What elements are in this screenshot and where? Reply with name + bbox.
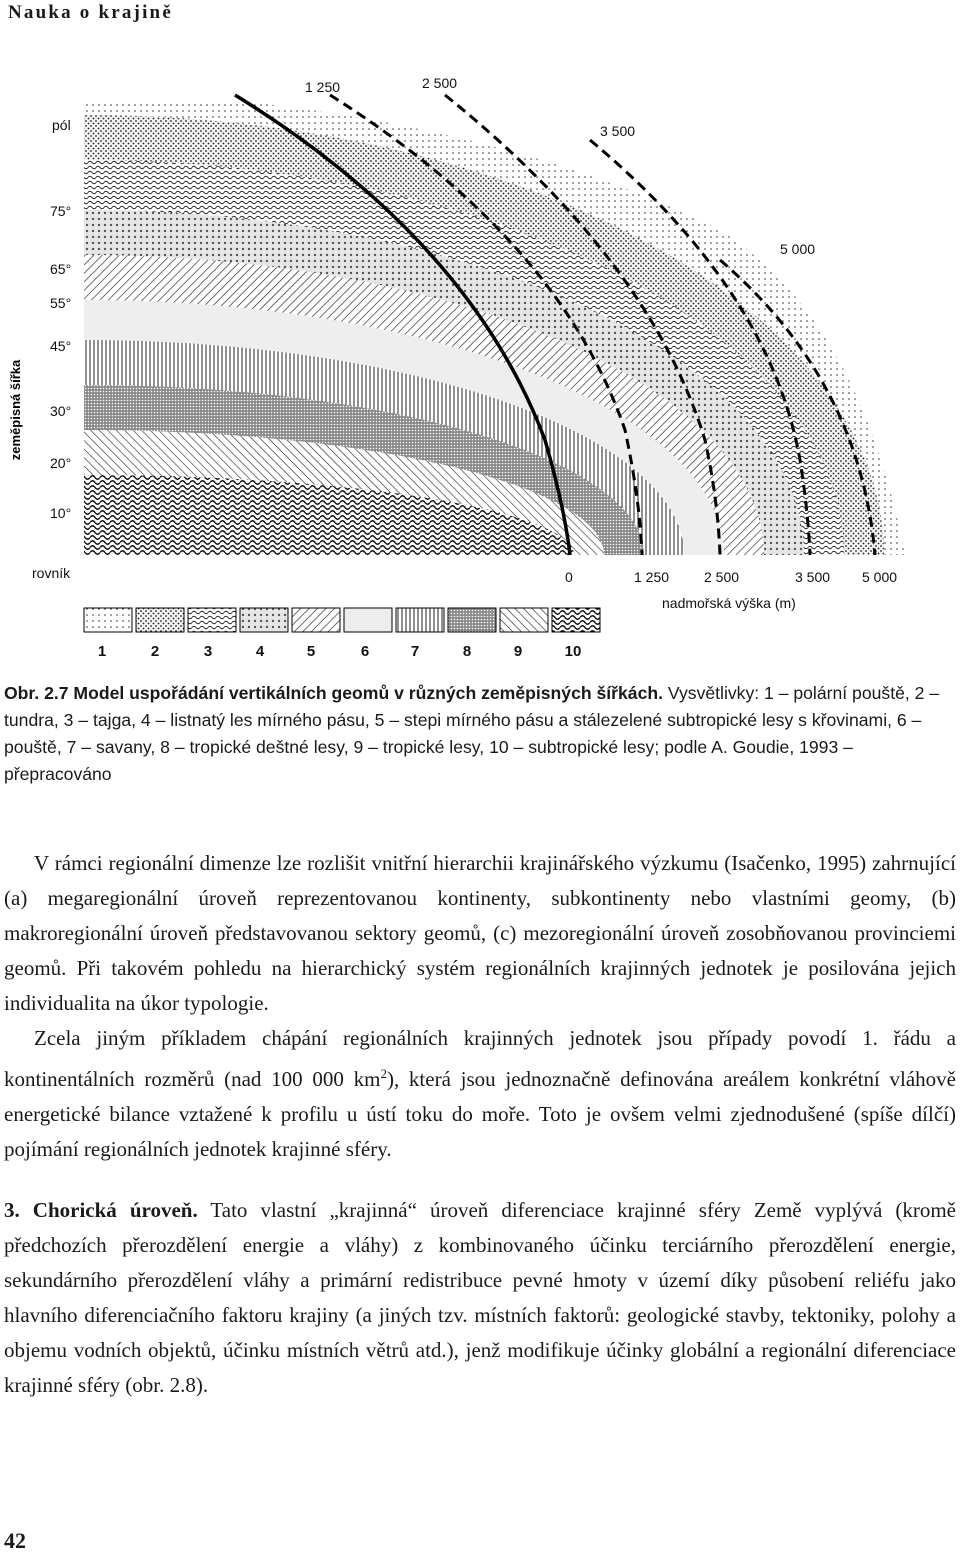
- isoline-label: 2 500: [422, 75, 458, 91]
- isoline-label: 5 000: [780, 241, 816, 257]
- lat-label: 45°: [50, 338, 72, 354]
- x-tick: 3 500: [795, 569, 831, 585]
- legend-swatch-3: [188, 608, 236, 632]
- legend-number: 8: [462, 643, 472, 660]
- legend-swatch-7: [396, 608, 444, 632]
- caption-label: Obr. 2.7 Model uspořádání vertikálních geomů v různých zeměpisných šířkách.: [4, 683, 663, 703]
- x-tick: 0: [565, 569, 573, 585]
- y-axis-title: zeměpisná šířka: [8, 359, 23, 461]
- paragraph-1: V rámci regionální dimenze lze rozlišit vnitřní hierarchii krajinářského výzkumu (Isačenko, 1995) zahrnující (a) megaregionální úroveň reprezentovanou kontinenty, subkontinenty nebo vlastními geomy, (b) makroregionální úroveň představovanou sektory geomů, (c) mezoregionální úroveň zosobňovanou provinciemi geomů. Při takovém pohledu na hierarchický systém regionálních krajinných jednotek je posilována jejich individualita na úkor typologie.: [4, 851, 956, 1015]
- lat-label: 30°: [50, 403, 72, 419]
- lat-label: 75°: [50, 203, 72, 219]
- legend: [84, 608, 600, 632]
- isoline-label: 1 250: [305, 79, 341, 95]
- lat-label: rovník: [32, 565, 71, 581]
- legend-number: 7: [410, 643, 420, 660]
- lat-label: pól: [52, 117, 71, 133]
- latitude-labels: [32, 117, 71, 581]
- legend-swatch-4: [240, 608, 288, 632]
- paragraph-2: [4, 1021, 956, 1167]
- lat-label: 55°: [50, 295, 72, 311]
- x-tick: 2 500: [704, 569, 740, 585]
- legend-swatch-9: [500, 608, 548, 632]
- x-axis-ticks: [565, 569, 897, 585]
- legend-swatch-10: [552, 608, 600, 632]
- legend-number: 3: [203, 643, 213, 660]
- body-text: [4, 846, 956, 1403]
- paragraph-3-text: Tato vlastní „krajinná“ úroveň diferenciace krajinné sféry Země vyplývá (kromě předchozích přerozdělení energie a vláhy) z kombinovaného účinku terciárního přerozdělení energie, sekundárního přerozdělení vláhy a primární redistribuce pevné hmoty v území díky působení reliéfu jako hlavního diferenciačního faktoru krajiny (a jiných tzv. místních faktorů: geologické stavby, tektoniky, polohy a objemu vodních objektů, účinku místních větrů atd.), jenž modifikuje účinky globální a regionální diferenciace krajinné sféry (obr. 2.8).: [4, 1198, 957, 1397]
- legend-numbers: [98, 643, 582, 660]
- legend-number: 5: [306, 643, 316, 660]
- running-header: Nauka o krajině: [8, 2, 173, 23]
- legend-swatch-6: [344, 608, 392, 632]
- caption-text: Vysvětlivky: 1 – polární pouště, 2 – tundra, 3 – tajga, 4 – listnatý les mírného pásu, 5 – stepi mírného pásu a stálezelené subtropické lesy s křovinami, 6 – pouště, 7 – savany, 8 – tropické deštné lesy, 9 – tropické lesy, 10 – subtropické lesy; podle A. Goudie, 1993 – přepracováno: [4, 683, 940, 784]
- legend-number: 9: [513, 643, 523, 660]
- lat-label: 65°: [50, 261, 72, 277]
- x-tick: 1 250: [634, 569, 670, 585]
- figure-caption: [4, 680, 954, 788]
- superscript: 2: [380, 1066, 387, 1081]
- paragraph-2-part-b: ), která jsou jednoznačně definována areálem konkrétní vláhově energetické bilance vztažené k profilu u ústí toku do moře. Toto je ovšem velmi zjednodušené (spíše dílčí) pojímání regionálních jednotek krajinné sféry.: [4, 1067, 956, 1161]
- lat-label: 10°: [50, 505, 72, 521]
- lat-label: 20°: [50, 455, 72, 471]
- section-heading: 3. Chorická úroveň.: [4, 1198, 198, 1222]
- legend-swatch-1: [84, 608, 132, 632]
- legend-number: 2: [150, 643, 160, 660]
- x-axis-title: nadmořská výška (m): [662, 595, 796, 611]
- legend-swatch-2: [136, 608, 184, 632]
- legend-number: 10: [564, 643, 582, 660]
- legend-swatch-5: [292, 608, 340, 632]
- page-number: 42: [4, 1528, 26, 1553]
- paragraph-3: [4, 1193, 956, 1403]
- isoline-label: 3 500: [600, 123, 636, 139]
- legend-number: 4: [255, 643, 265, 660]
- legend-number: 1: [97, 643, 107, 660]
- legend-number: 6: [360, 643, 370, 660]
- vertical-geoms-figure: [0, 60, 960, 660]
- legend-swatch-8: [448, 608, 496, 632]
- x-tick: 5 000: [862, 569, 898, 585]
- paragraph-2-part-a: Zcela jiným příkladem chápání regionálních krajinných jednotek jsou případy povodí 1. řádu a kontinentálních rozměrů (nad 100 000 km: [4, 1026, 956, 1091]
